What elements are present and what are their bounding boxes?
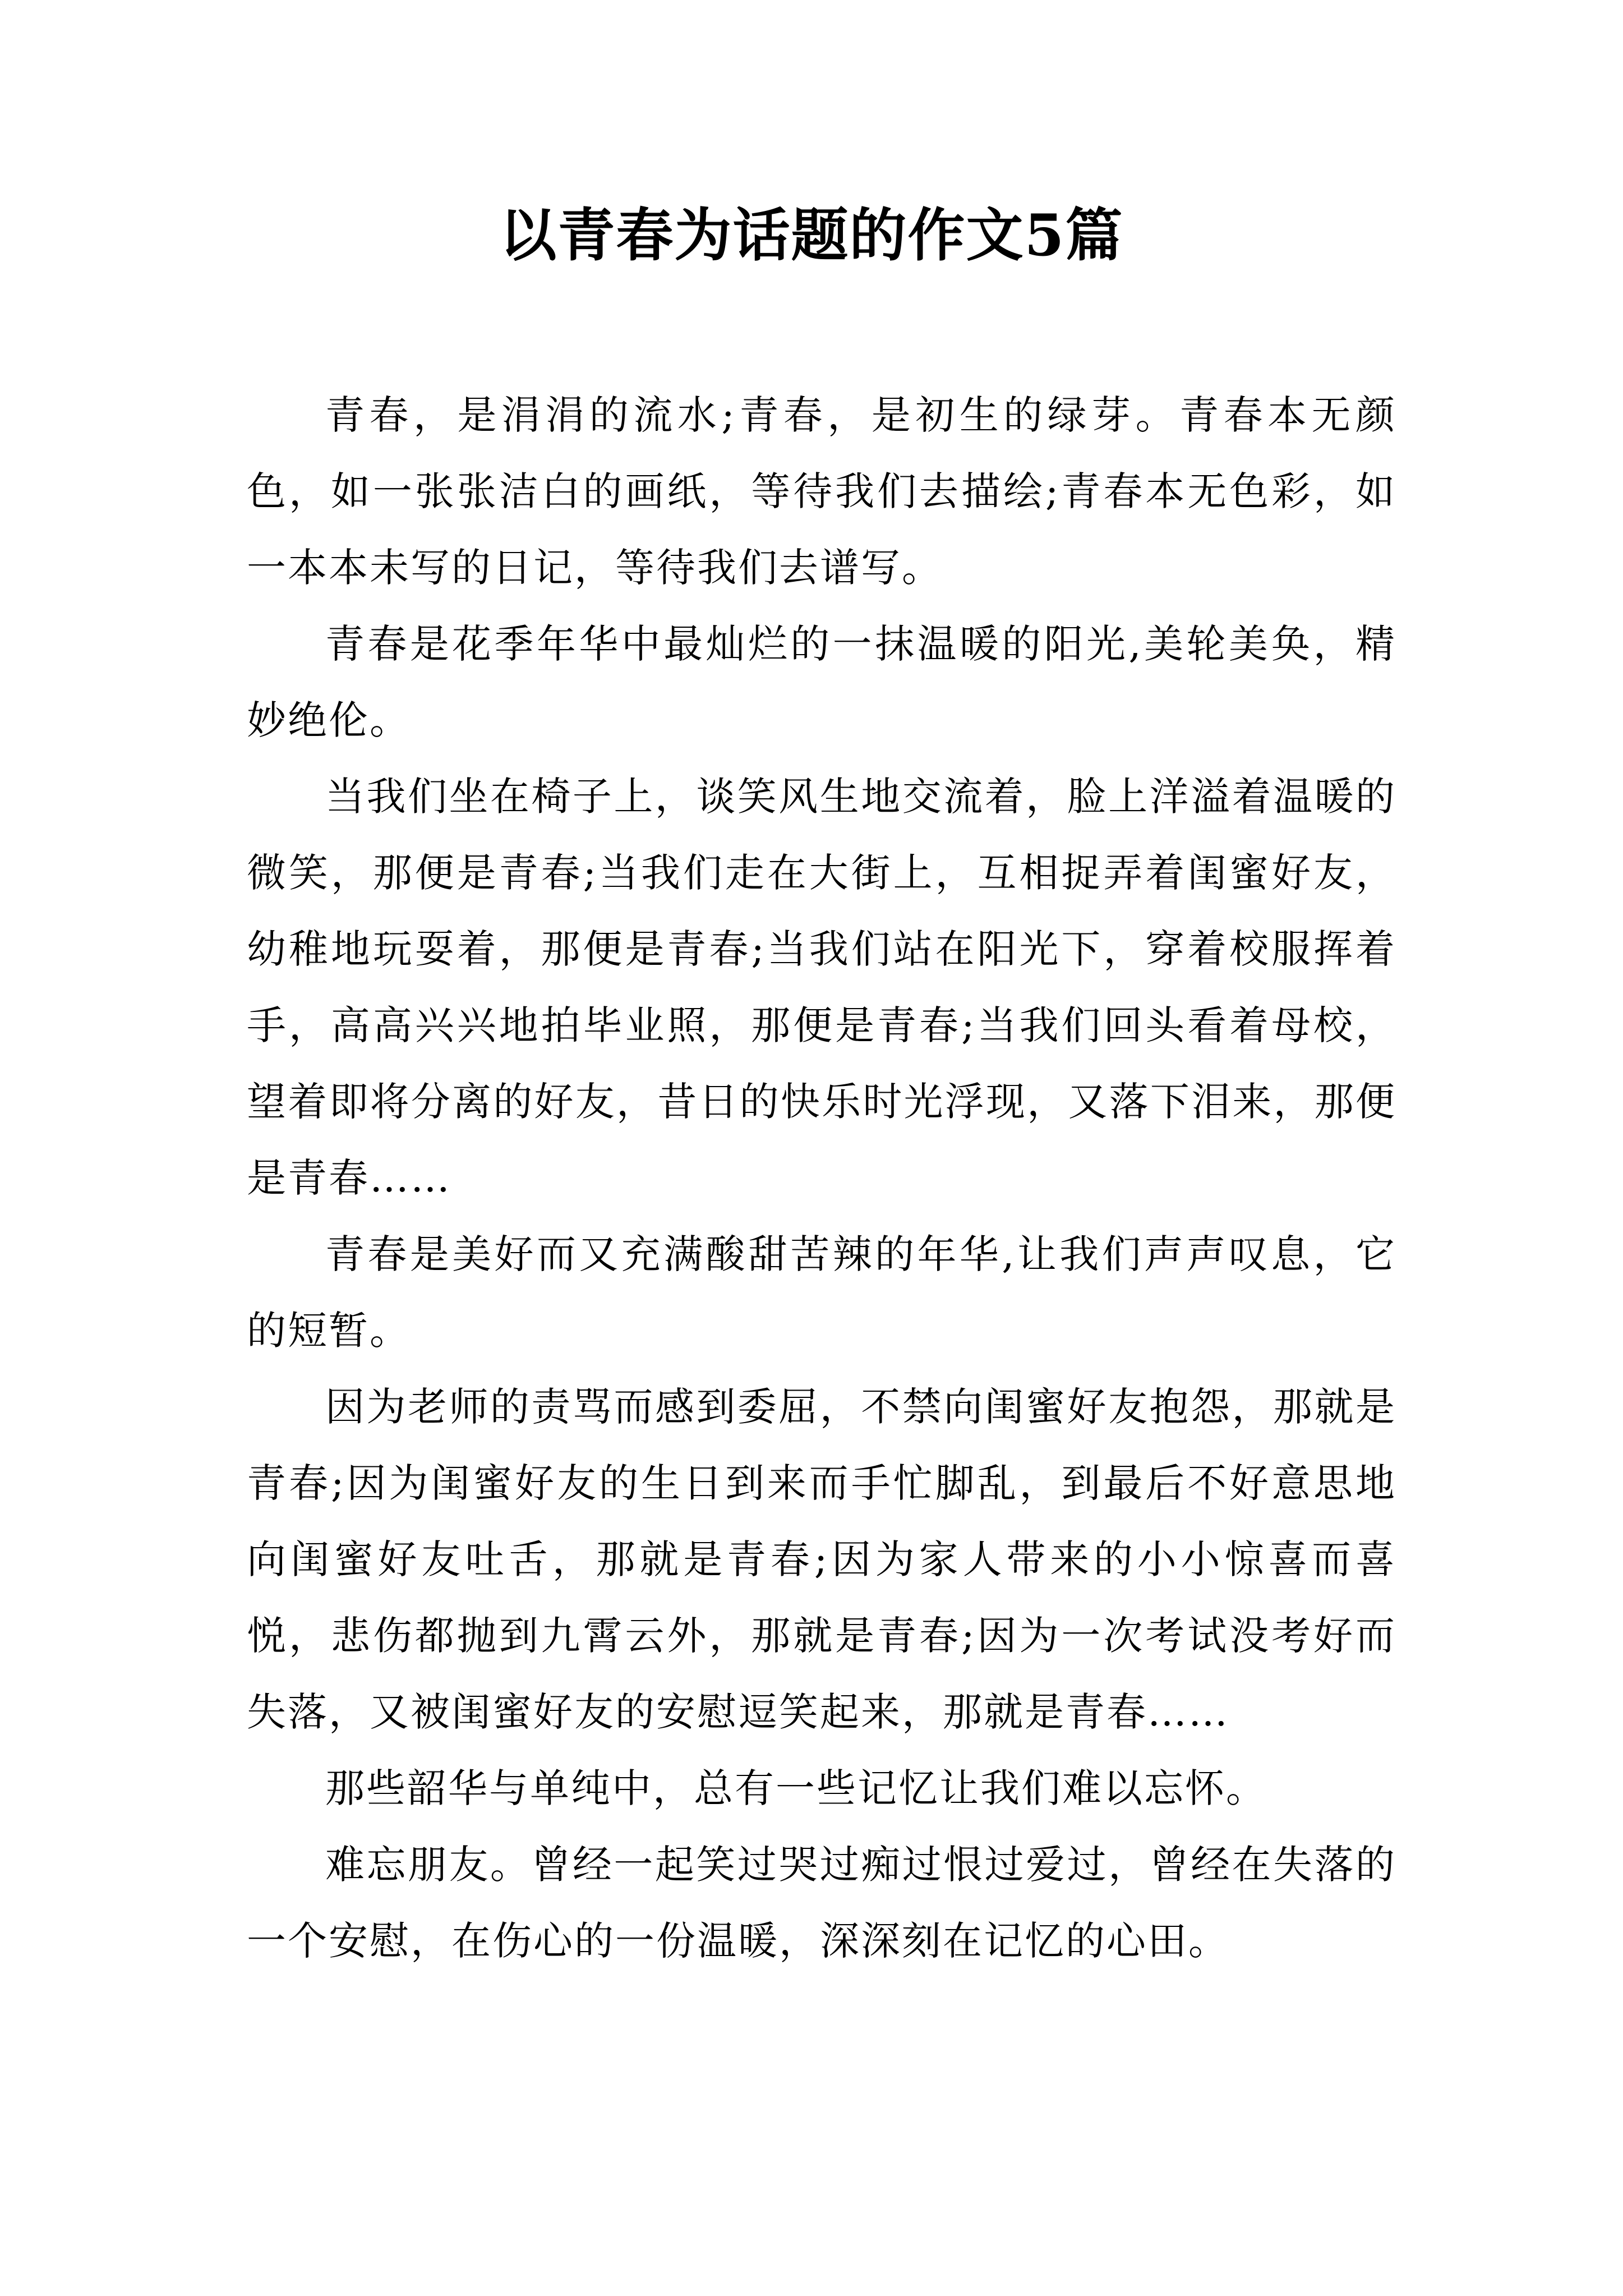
document-title: 以青春为话题的作文5篇	[499, 202, 1124, 269]
document-body	[247, 377, 1396, 1979]
paragraph: 当我们坐在椅子上，谈笑风生地交流着，脸上洋溢着温暖的微笑，那便是青春;当我们走在大街上，互相捉弄着闺蜜好友，幼稚地玩耍着，那便是青春;当我们站在阳光下，穿着校服挥着手，高高兴兴地拍毕业照，那便是青春;当我们回头看着母校，望着即将分离的好友，昔日的快乐时光浮现，又落下泪来，那便是青春……	[247, 774, 1396, 1201]
paragraph: 因为老师的责骂而感到委屈，不禁向闺蜜好友抱怨，那就是青春;因为闺蜜好友的生日到来而手忙脚乱，到最后不好意思地向闺蜜好友吐舌，那就是青春;因为家人带来的小小惊喜而喜悦，悲伤都抛到九霄云外，那就是青春;因为一次考试没考好而失落，又被闺蜜好友的安慰逗笑起来，那就是青春……	[247, 1384, 1396, 1735]
paragraph: 青春是美好而又充满酸甜苦辣的年华,让我们声声叹息，它的短暂。	[247, 1231, 1396, 1354]
paragraph: 那些韶华与单纯中，总有一些记忆让我们难以忘怀。	[325, 1765, 1267, 1811]
paragraph: 青春，是涓涓的流水;青春，是初生的绿芽。青春本无颜色，如一张张洁白的画纸，等待我们去描绘;青春本无色彩，如一本本未写的日记，等待我们去谱写。	[247, 392, 1396, 591]
paragraph: 青春是花季年华中最灿烂的一抹温暖的阳光,美轮美奂，精妙绝伦。	[247, 621, 1396, 743]
paragraph: 难忘朋友。曾经一起笑过哭过痴过恨过爱过，曾经在失落的一个安慰，在伤心的一份温暖，深深刻在记忆的心田。	[247, 1842, 1396, 1964]
